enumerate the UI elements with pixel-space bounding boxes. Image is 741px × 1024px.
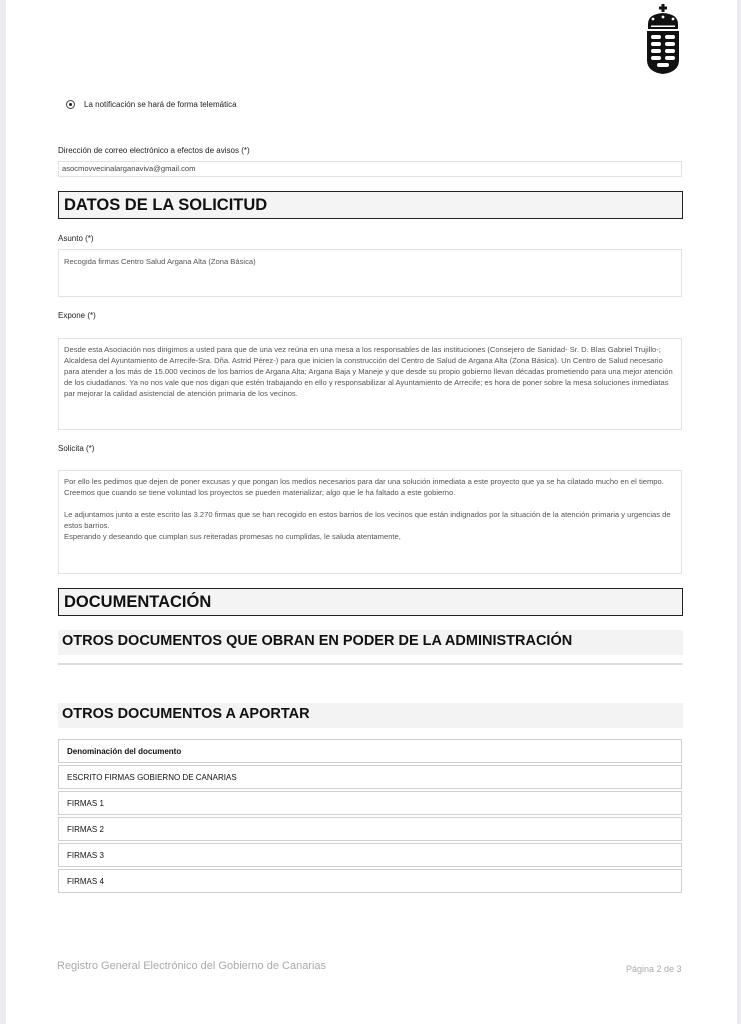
table-row — [58, 791, 682, 815]
table-cell: FIRMAS 2 — [58, 817, 682, 841]
expone-field[interactable]: Desde esta Asociación nos dirigimos a usted para que de una vez reúna en una mesa a los responsables de las instituciones (Consejero de Sanidad- Sr. D. Blas Gabriel Trujillo-; Alcaldesa del Ayuntamiento de Arrecife-Sra. Dña. Astrid Pérez-) para que inicien la construcción del Centro de Salud de Argana Alta (Zona Básica). Un Centro de Salud necesario para atender a los más de 15.000 vecinos de los barrios de Argana Alta; Argana Baja y Maneje y que desde su propio gobierno llevan décadas prometiendo para una mejor atención de los ciudadanos. Ya no nos vale que nos digan que estén trabajando en ello y responsabilizar al Ayuntamiento de Arrecife; es hora de poner sobre la mesa soluciones inmediatas par mejorar la calidad asistencial de atención primaria de los vecinos. — [58, 338, 682, 430]
notification-option[interactable] — [66, 100, 237, 109]
table-cell: FIRMAS 1 — [58, 791, 682, 815]
table-header-row — [58, 739, 682, 763]
email-field[interactable]: asocmovvecinalarganaviva@gmail.com — [58, 161, 682, 177]
solicita-paragraph-1: Por ello les pedimos que dejen de poner excusas y que pongan los medios necesarios para dar una solución inmediata a este proyecto que ya se ha cilatado mucho en el tiempo. Creemos que cuando se tiene voluntad los proyectos se pueden materializar; algo que le ha faltado a este gobierno. — [64, 477, 664, 497]
documentacion-heading: DOCUMENTACIÓN — [58, 588, 683, 616]
solicita-field[interactable] — [58, 470, 682, 574]
coat-of-arms-icon — [640, 4, 686, 76]
table-cell: FIRMAS 3 — [58, 843, 682, 867]
footer-registry-name: Registro General Electrónico del Gobierno de Canarias — [57, 960, 327, 972]
notification-text: La notificación se hará de forma telemática — [84, 100, 237, 109]
table-cell: FIRMAS 4 — [58, 869, 682, 893]
table-row — [58, 843, 682, 867]
table-cell: ESCRITO FIRMAS GOBIERNO DE CANARIAS — [58, 765, 682, 789]
solicita-paragraph-3-text: Esperando y deseando que cumplan sus reiteradas promesas no cumplidas, le saluda atentamente, — [64, 532, 401, 541]
table-row — [58, 869, 682, 893]
radio-selected-icon[interactable] — [66, 100, 75, 109]
document-page — [6, 0, 737, 1024]
table-row — [58, 765, 682, 789]
expone-label: Expone (*) — [58, 311, 96, 320]
solicita-paragraph-2-text: Le adjuntamos junto a este escrito las 3.270 firmas que se han recogido en estos barrios de los vecinos que están indignados por la situación de la atención primaria y urgencias de estos barrios. — [64, 510, 671, 530]
table-row — [58, 817, 682, 841]
otros-documentos-aportar-heading: OTROS DOCUMENTOS A APORTAR — [58, 703, 683, 728]
otros-documentos-poder-heading: OTROS DOCUMENTOS QUE OBRAN EN PODER DE LA ADMINISTRACIÓN — [58, 630, 683, 655]
email-label: Dirección de correo electrónico a efectos de avisos (*) — [58, 146, 250, 155]
footer-page-number: Página 2 de 3 — [626, 964, 682, 974]
section-divider — [58, 663, 683, 665]
table-header-denominacion: Denominación del documento — [58, 739, 682, 763]
solicita-label: Solicita (*) — [58, 444, 95, 453]
solicita-paragraph-2 — [64, 509, 676, 542]
asunto-field[interactable]: Recogida firmas Centro Salud Argana Alta (Zona Básica) — [58, 249, 682, 297]
asunto-label: Asunto (*) — [58, 234, 94, 243]
datos-solicitud-heading: DATOS DE LA SOLICITUD — [58, 191, 683, 219]
documents-table — [58, 737, 682, 895]
